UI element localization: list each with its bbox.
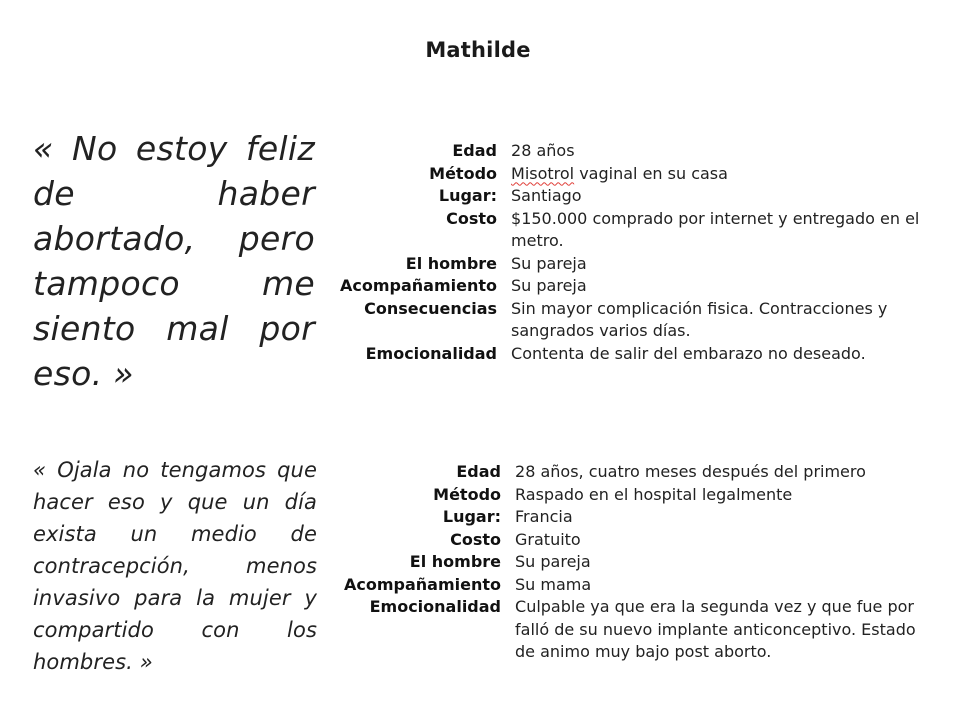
case-1-facts-table <box>340 140 921 365</box>
case-2-value-lugar: Francia <box>515 507 573 526</box>
page-title: Mathilde <box>425 38 531 62</box>
spellcheck-underline: Misotrol <box>511 163 575 183</box>
case-2-row-edad <box>344 461 935 484</box>
case-1-value-emocionalidad: Contenta de salir del embarazo no deseado. <box>511 343 866 363</box>
case-1-label-hombre: El hombre <box>405 253 498 273</box>
case-1-value-hombre: Su pareja <box>511 253 587 273</box>
case-2-label-emocionalidad: Emocionalidad <box>369 597 502 616</box>
case-2-row-emocionalidad <box>344 596 935 664</box>
case-2-value-edad: 28 años, cuatro meses después del primero <box>515 462 866 481</box>
case-2-label-hombre: El hombre <box>409 552 502 571</box>
case-2-value-metodo: Raspado en el hospital legalmente <box>515 484 793 504</box>
case-2-label-edad: Edad <box>456 462 502 481</box>
case-1-value-consecuencias: Sin mayor complicación fisica. Contracciones y sangrados varios días. <box>511 298 888 340</box>
case-2-label-lugar: Lugar: <box>442 507 502 526</box>
case-1-label-metodo: Método <box>429 163 498 183</box>
case-1-value-metodo: Misotrol vaginal en su casa <box>511 163 728 183</box>
case-2-row-costo <box>344 529 935 552</box>
case-1-label-consecuencias: Consecuencias <box>364 298 498 318</box>
case-1-row-hombre <box>340 253 921 276</box>
case-1-label-edad: Edad <box>452 141 498 160</box>
case-1-label-lugar: Lugar: <box>438 186 498 205</box>
quote-first: « No estoy feliz de haber abortado, pero tampoco me siento mal por eso. » <box>33 129 315 393</box>
case-2-value-hombre: Su pareja <box>515 552 591 571</box>
case-1-row-edad <box>340 140 921 163</box>
case-2-facts-table <box>344 461 935 664</box>
case-1-value-lugar: Santiago <box>511 186 582 205</box>
case-2-row-metodo <box>344 484 935 507</box>
case-1-label-costo: Costo <box>446 208 498 228</box>
case-2-value-acompanamiento: Su mama <box>515 574 592 594</box>
case-2-row-hombre <box>344 551 935 574</box>
case-1-row-lugar <box>340 185 921 208</box>
case-1-row-costo <box>340 208 921 253</box>
case-2-value-emocionalidad: Culpable ya que era la segunda vez y que fue por falló de su nuevo implante anticonceptivo. Estado de animo muy bajo post aborto. <box>515 597 916 661</box>
case-1-row-acompanamiento <box>340 275 921 298</box>
case-1-value-edad: 28 años <box>511 141 575 160</box>
case-1-row-consecuencias <box>340 298 921 343</box>
case-1-label-emocionalidad: Emocionalidad <box>365 343 498 363</box>
quote-second: « Ojala no tengamos que hacer eso y que un día exista un medio de contracepción, menos invasivo para la mujer y compartido con los hombres. » <box>33 458 317 674</box>
case-2-label-costo: Costo <box>450 529 502 549</box>
case-1-value-acompanamiento: Su pareja <box>511 276 587 295</box>
case-2-value-costo: Gratuito <box>515 529 581 549</box>
case-1-value-costo: $150.000 comprado por internet y entregado en el metro. <box>511 208 920 250</box>
case-2-label-metodo: Método <box>433 484 502 504</box>
case-2-label-acompanamiento: Acompañamiento <box>344 574 502 594</box>
case-2-row-lugar <box>344 506 935 529</box>
case-1-label-acompanamiento: Acompañamiento <box>340 276 498 295</box>
case-1-row-emocionalidad <box>340 343 921 366</box>
case-1-row-metodo <box>340 163 921 186</box>
case-2-row-acompanamiento <box>344 574 935 597</box>
